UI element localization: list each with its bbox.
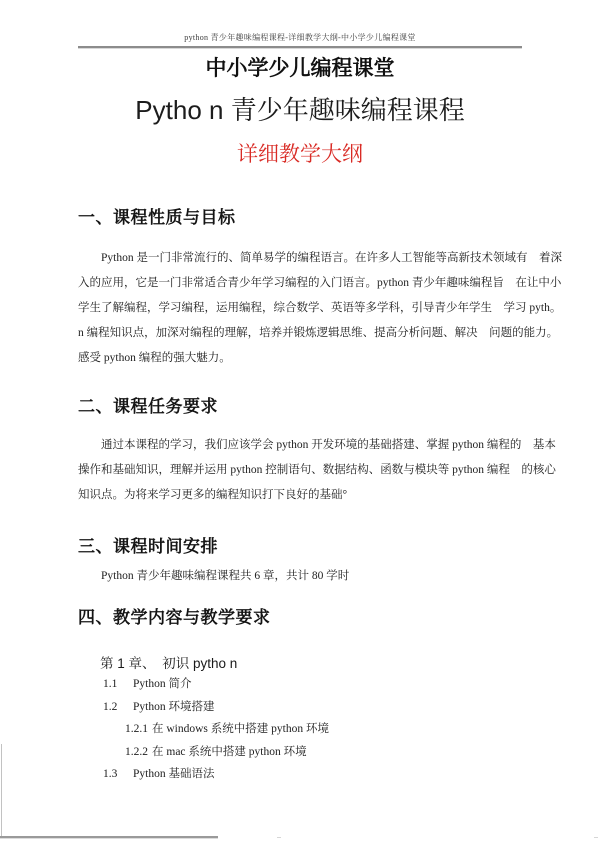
paragraph-line: Python 青少年趣味编程课程共 6 章，共计 80 学时 [101, 570, 350, 582]
outline-item-label: Python 环境搭建 [133, 700, 215, 713]
paragraph-line: 知识点。为将来学习更多的编程知识打下良好的基础° [78, 489, 348, 501]
section-1-paragraph [78, 246, 562, 371]
outline-item-number: 1.3 [103, 768, 118, 780]
section-2-paragraph [78, 433, 556, 508]
paragraph-line: n 编程知识点，加深对编程的理解，培养并锻炼逻辑思维、提高分析问题、解决 问题的能力。 [78, 327, 559, 339]
outline-item-number: 1.1 [103, 678, 118, 690]
page-edge-tick [277, 837, 281, 838]
outline-item-label: Python 简介 [133, 678, 192, 690]
section-3-paragraph [78, 564, 526, 589]
page-left-edge-line [1, 744, 2, 837]
outline-item [78, 718, 538, 741]
section-1-heading: 一、课程性质与目标 [78, 208, 236, 227]
running-header-text: python 青少年趣味编程课程-详细教学大纲-中小学少儿编程课堂 [184, 33, 416, 42]
paragraph-line: 操作和基础知识，理解并运用 python 控制语句、数据结构、函数与模块等 python 编程 的核心 [78, 464, 556, 476]
site-title: 中小学少儿编程课堂 [205, 57, 395, 80]
outline-item-label: 在 mac 系统中搭建 python 环境 [152, 745, 307, 758]
section-3-heading: 三、课程时间安排 [78, 537, 218, 556]
outline-item-number: 1.2 [103, 700, 118, 713]
outline-item [78, 763, 538, 786]
section-2-heading: 二、课程任务要求 [78, 397, 218, 416]
outline-item [78, 696, 538, 719]
chapter-1-outline [78, 673, 538, 786]
section-4-heading: 四、教学内容与教学要求 [78, 608, 271, 627]
page-edge-tick [594, 837, 598, 838]
paragraph-line: 学生了解编程，学习编程，运用编程，综合数学、英语等多学科，引导青少年学生 学习 pyth。 [78, 302, 562, 314]
header-rule [78, 46, 522, 49]
paragraph-line: 感受 python 编程的强大魅力。 [78, 352, 231, 364]
subtitle-red: 详细教学大纲 [237, 143, 363, 166]
page-bottom-edge-line [0, 836, 218, 839]
paragraph-line: 入的应用，它是一门非常适合青少年学习编程的入门语言。python 青少年趣味编程旨 在让中小 [78, 277, 562, 289]
course-title: Pytho n 青少年趣味编程课程 [135, 95, 465, 125]
outline-item-label: Python 基础语法 [133, 768, 215, 780]
outline-item-number: 1.2.2 [125, 745, 148, 758]
paragraph-line: Python 是一门非常流行的、简单易学的编程语言。在许多人工智能等高新技术领域有 着深 [101, 252, 562, 264]
outline-item-label: 在 windows 系统中搭建 python 环境 [152, 723, 329, 735]
outline-item [78, 741, 538, 764]
paragraph-line: 通过本课程的学习，我们应该学会 python 开发环境的基础搭建、掌握 python 编程的 基本 [101, 439, 556, 451]
chapter-1-heading: 第 1 章、 初识 pytho n [100, 656, 238, 671]
outline-item-number: 1.2.1 [125, 723, 148, 735]
outline-item [78, 673, 538, 696]
